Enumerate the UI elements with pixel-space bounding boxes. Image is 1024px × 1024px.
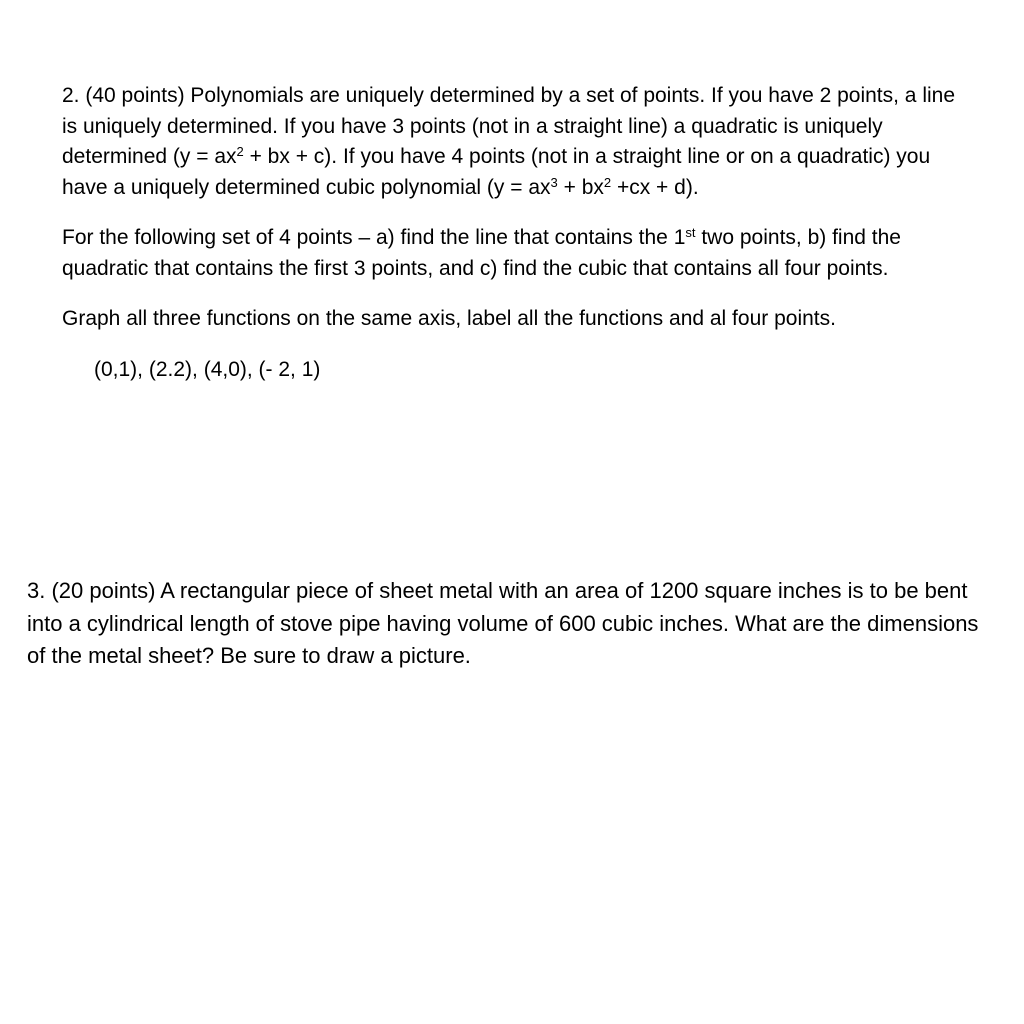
problem-2-instructions xyxy=(62,223,962,284)
problem-2-points: (0,1), (2.2), (4,0), (- 2, 1) xyxy=(94,357,321,381)
intro-text-4: +cx + d). xyxy=(611,175,699,199)
problem-2-intro xyxy=(62,81,962,203)
instructions-text-1: For the following set of 4 points – a) find the line that contains the 1 xyxy=(62,226,686,249)
exponent-2: 2 xyxy=(236,144,244,159)
problem-2 xyxy=(62,81,962,385)
exponent-2b: 2 xyxy=(603,174,612,190)
instructions-text-2: two points, b) find the quadratic that contains the first 3 points, and c) find the cubic that contains all four points. xyxy=(62,226,901,280)
intro-text-1: 2. (40 points) Polynomials are uniquely determined by a set of points. If you have 2 points, a line is uniquely determined. If you have 3 points (not in a straight line) a quadratic is uniquely determined (y = ax xyxy=(62,84,956,168)
exponent-3: 3 xyxy=(550,174,558,190)
ordinal-superscript: st xyxy=(685,225,696,240)
intro-text-2: + bx + c). If you have 4 points (not in a straight line or on a quadratic) you have a uniquely determined cubic polynomial (y = ax xyxy=(62,145,931,199)
intro-text-3: + bx xyxy=(557,175,604,199)
problem-2-graph-instruction: Graph all three functions on the same axis, label all the functions and al four points. xyxy=(62,307,836,330)
problem-3: 3. (20 points) A rectangular piece of sheet metal with an area of 1200 square inches is to be bent into a cylindrical length of stove pipe having volume of 600 cubic inches. What are the dimensions of the metal sheet? Be sure to draw a picture. xyxy=(27,578,979,668)
